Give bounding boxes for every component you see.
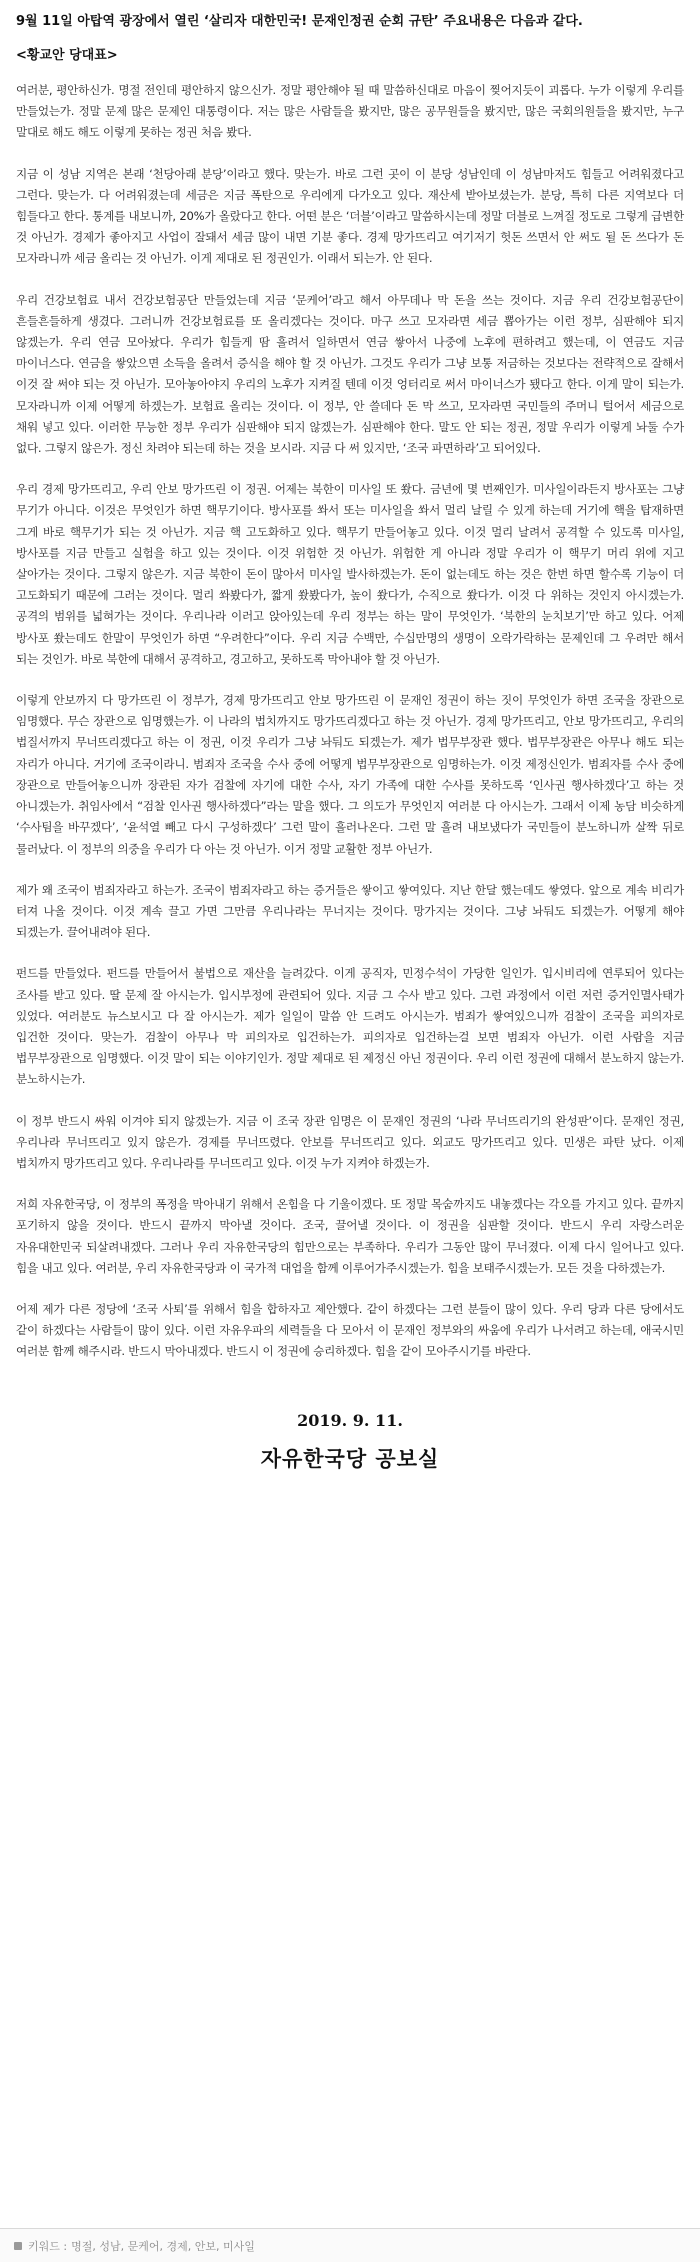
issuing-office: 자유한국당 공보실 — [260, 1446, 440, 1471]
speech-paragraph: 제가 왜 조국이 범죄자라고 하는가. 조국이 범죄자라고 하는 증거들은 쌓이고 쌓여있다. 지난 한달 했는데도 쌓였다. 앞으로 계속 비리가 터져 나올 것이다. 이것 계속 끌고 가면 그만큼 우리나라는 무너지는 것이다. 망가지는 것이다. 그냥 놔둬도 되겠는가. 어떻게 해야 되겠는가. 끌어내려야 된다. — [16, 882, 684, 940]
speech-paragraph: 지금 이 성남 지역은 본래 ‘천당아래 분당’이라고 했다. 맞는가. 바로 그런 곳이 이 분당 성남인데 이 성남마저도 힘들고 어려워졌다고 그런다. 맞는가. 다 어려워졌는데 세금은 지금 폭탄으로 우리에게 다가오고 있다. 재산세 받아보셨는가. 분당, 특히 다른 지역보다 더 힘들다고 한다. 통계를 내보니까, 20%가 올랐다고 한다. 어떤 분은 ‘더블’이라고 말씀하시는데 정말 더블로 느껴질 정도로 그렇게 급변한 것 아닌가. 경제가 좋아지고 사업이 잘돼서 세금 많이 내면 기분 좋다. 경제 망가뜨리고 여기저기 헛돈 쓰면서 안 써도 될 돈 쓰다가 돈 모자라니까 세금 올리는 것 아닌가. 이게 제대로 된 정권인가. 이래서 되는가. 안 된다. — [16, 166, 684, 266]
speech-paragraph: 우리 경제 망가뜨리고, 우리 안보 망가뜨린 이 정권. 어제는 북한이 미사일 또 쐈다. 금년에 몇 번째인가. 미사일이라든지 방사포는 그냥 무기가 아니다. 이것은 무엇인가 하면 핵무기이다. 방사포를 쏴서 또는 미사일을 쏴서 멀리 날릴 수 있게 하는데 거기에 핵을 탑재하면 그게 바로 핵무기가 되는 것 아닌가. 지금 핵 고도화하고 있다. 핵무기 만들어놓고 있다. 이것 멀리 날려서 공격할 수 있도록 미사일, 방사포를 지금 만들고 실험을 하고 있는 것이다. 이것 위험한 것 아닌가. 위험한 게 아니라 정말 우리가 이 핵무기 머리 위에 지고 살아가는 것이다. 그렇지 않은가. 지금 북한이 돈이 많아서 미사일 발사하겠는가. 돈이 없는데도 하는 것은 한번 하면 할수록 기능이 더 고도화되기 때문에 그러는 것이다. 멀리 쏴봤다가, 짧게 쐈봤다가, 높이 쐈다가, 수직으로 쐈다가. 이것 다 위하는 것인지 아시겠는가. 공격의 범위를 넓혀가는 것이다. 우리나라 이러고 앉아있는데 우리 정부는 하는 말이 무엇인가. ‘북한의 눈치보기’만 하고 있다. 어제 방사포 쐈는데도 한말이 무엇인가 하면 “우려한다”이다. 우리 지금 수백만, 수십만명의 생명이 오락가락하는 문제인데 그 우려만 해서 되는 것인가. 바로 북한에 대해서 공격하고, 경고하고, 못하도록 막아내야 할 것 아닌가. — [16, 482, 684, 666]
intro-headline: 9월 11일 아탑역 광장에서 열린 ‘살리자 대한민국! 문재인정권 순회 규탄’ 주요내용은 다음과 같다. — [16, 14, 583, 29]
speech-paragraph: 이렇게 안보까지 다 망가뜨린 이 정부가, 경제 망가뜨리고 안보 망가뜨린 이 문재인 정권이 하는 짓이 무엇인가 하면 조국을 장관으로 임명했다. 무슨 장관으로 임명했는가. 이 나라의 법치까지도 망가뜨리겠다고 하는 것 아닌가. 경제 망가뜨리고, 안보 망가뜨리고, 우리의 법질서까지 무너뜨리겠다고 하는 이 정권, 이것 우리가 그냥 놔둬도 되겠는가. 제가 법무부장관 했다. 법무부장관은 아무나 해도 되는 자리가 아니다. 거기에 조국이라니. 범죄자 조국을 수사 중에 어떻게 법무부장관으로 임명하는가. 이것 제정신인가. 범죄자를 수사 중에 장관으로 만들어놓으니까 장관된 자가 검찰에 자기에 대한 수사, 자기 가족에 대한 수사를 못하도록 ‘인사권 행사하겠다’고 하는 것 아니겠는가. 취임사에서 “검찰 인사권 행사하겠다”라는 말을 했다. 그 의도가 무엇인지 여러분 다 아시는가. 그래서 이제 농담 비슷하게 ‘수사팀을 바꾸겠다’, ‘윤석열 빼고 다시 구성하겠다’ 그런 말이 흘러나온다. 그런 말 흘려 내보냈다가 국민들이 분노하니까 살짝 뒤로 물러났다. 이 정부의 의중을 우리가 다 아는 것 아닌가. 이거 정말 교활한 정부 아닌가. — [16, 693, 684, 856]
speech-paragraph: 어제 제가 다른 정당에 ‘조국 사퇴’를 위해서 힘을 합하자고 제안했다. 같이 하겠다는 그런 분들이 많이 있다. 우리 당과 다른 당에서도 같이 하겠다는 사람들이 많이 있다. 이런 자유우파의 세력들을 다 모아서 이 문재인 정부와의 싸움에 우리가 나서려고 하는데, 애국시민 여러분 함께 해주시라. 반드시 막아내겠다. 반드시 이 정권에 승리하겠다. 힘을 같이 모아주시기를 바란다. — [16, 1301, 684, 1359]
keywords-label: 키워드 : — [28, 2239, 68, 2253]
signoff — [16, 1409, 684, 1475]
speech-paragraph: 우리 건강보험료 내서 건강보험공단 만들었는데 지금 ‘문케어’라고 해서 아무데나 막 돈을 쓰는 것이다. 지금 우리 건강보험공단이 흔들흔들하게 생겼다. 그러니까 건강보험료를 또 올리겠다는 것이다. 마구 쓰고 모자라면 세금 뽑아가는 이런 정부, 심판해야 되지 않겠는가. 우리 연금 모아놨다. 우리가 힘들게 땀 흘려서 일하면서 연금 쌓아서 나중에 노후에 편하려고 했는데, 이 연금도 지금 마이너스다. 연금을 쌓았으면 소득을 올려서 증식을 해야 할 것 아닌가. 그것도 우리가 그냥 보통 저금하는 것보다는 전략적으로 잘해서 이것 잘 써야 되는 것 아닌가. 모아놓아야지 우리의 노후가 지켜질 텐데 이것 엉터리로 써서 마이너스가 됐다고 한다. 이게 말이 되는가. 모자라니까 이제 어떻게 하겠는가. 보험료 올리는 것이다. 이 정부, 안 쓸데다 돈 막 쓰고, 모자라면 국민들의 주머니 털어서 세금으로 채워 넣고 있다. 이러한 무능한 정부 우리가 심판해야 되지 않겠는가. 심판해야 한다. 말도 안 되는 정권, 정말 우리가 이렇게 놔둘 수가 없다. 그렇지 않은가. 정신 차려야 되는데 하는 것을 보시라. 지금 다 써 있지만, ‘조국 파면하라’고 되어있다. — [16, 292, 684, 456]
speech-paragraph: 이 정부 반드시 싸워 이겨야 되지 않겠는가. 지금 이 조국 장관 임명은 이 문재인 정권의 ‘나라 무너뜨리기의 완성판’이다. 문재인 정권, 우리나라 무너뜨리고 있지 않은가. 경제를 무너뜨렸다. 안보를 무너뜨리고 있다. 외교도 망가뜨리고 있다. 민생은 파탄 났다. 이제 법치까지 망가뜨리고 있다. 우리나라를 무너뜨리고 있다. 이것 누가 지켜야 하겠는가. — [16, 1113, 684, 1170]
speech-paragraph: 저희 자유한국당, 이 정부의 폭정을 막아내기 위해서 온힘을 다 기울이겠다. 또 정말 목숨까지도 내놓겠다는 각오를 가지고 있다. 끝까지 포기하지 않을 것이다. 반드시 끝까지 막아낼 것이다. 조국, 끌어낼 것이다. 이 정권을 심판할 것이다. 반드시 우리 자랑스러운 자유대한민국 되살려내겠다. 그러나 우리 자유한국당의 힘만으로는 부족하다. 우리가 그동안 많이 무너졌다. 이제 다시 일어나고 있다. 힘을 내고 있다. 여러분, 우리 자유한국당과 이 국가적 대업을 함께 이루어가주시겠는가. 힘을 보태주시겠는가. 모든 것을 다하겠는가. — [16, 1197, 684, 1275]
keywords-list[interactable]: 명절, 성남, 문케어, 경제, 안보, 미사일 — [71, 2239, 255, 2253]
speech-paragraph: 펀드를 만들었다. 펀드를 만들어서 불법으로 재산을 늘려갔다. 이게 공직자, 민정수석이 가당한 일인가. 입시비리에 연루되어 있다는 조사를 받고 있다. 딸 문제 잘 아시는가. 입시부정에 관련되어 있다. 지금 그 수사 받고 있다. 그런 과정에서 이런 저런 증거인멸사태가 있었다. 여러분도 뉴스보시고 다 잘 아시는가. 제가 일일이 말씀 안 드려도 아시는가. 범죄가 쌓여있으니까 검찰이 조국을 피의자로 입건한 것이다. 맞는가. 검찰이 아무나 막 피의자로 입건하는가. 피의자로 입건하는걸 보면 범죄자 아닌가. 이런 사람을 지금 법무부장관으로 임명했다. 이것 말이 되는 이야기인가. 정말 제대로 된 제정신 아닌 정권이다. 우리 이런 정권에 대해서 분노하지 않는가. 분노하시는가. — [16, 966, 684, 1087]
keywords-bar — [0, 2228, 700, 2262]
speech-paragraph: 여러분, 평안하신가. 명절 전인데 평안하지 않으신가. 정말 평안해야 될 때 말씀하신대로 마음이 찢어지듯이 괴롭다. 누가 이렇게 우리를 만들었는가. 정말 문제 많은 문제인 대통령이다. 저는 많은 사람들을 봤지만, 많은 공무원들을 봤지만, 많은 국회의원들을 봤지만, 누구 말대로 해도 해도 이렇게 못하는 정권 처음 봤다. — [16, 83, 684, 140]
speaker-label: <황교안 당대표> — [16, 48, 118, 63]
release-date: 2019. 9. 11. — [297, 1410, 403, 1430]
square-bullet-icon — [14, 2242, 22, 2250]
